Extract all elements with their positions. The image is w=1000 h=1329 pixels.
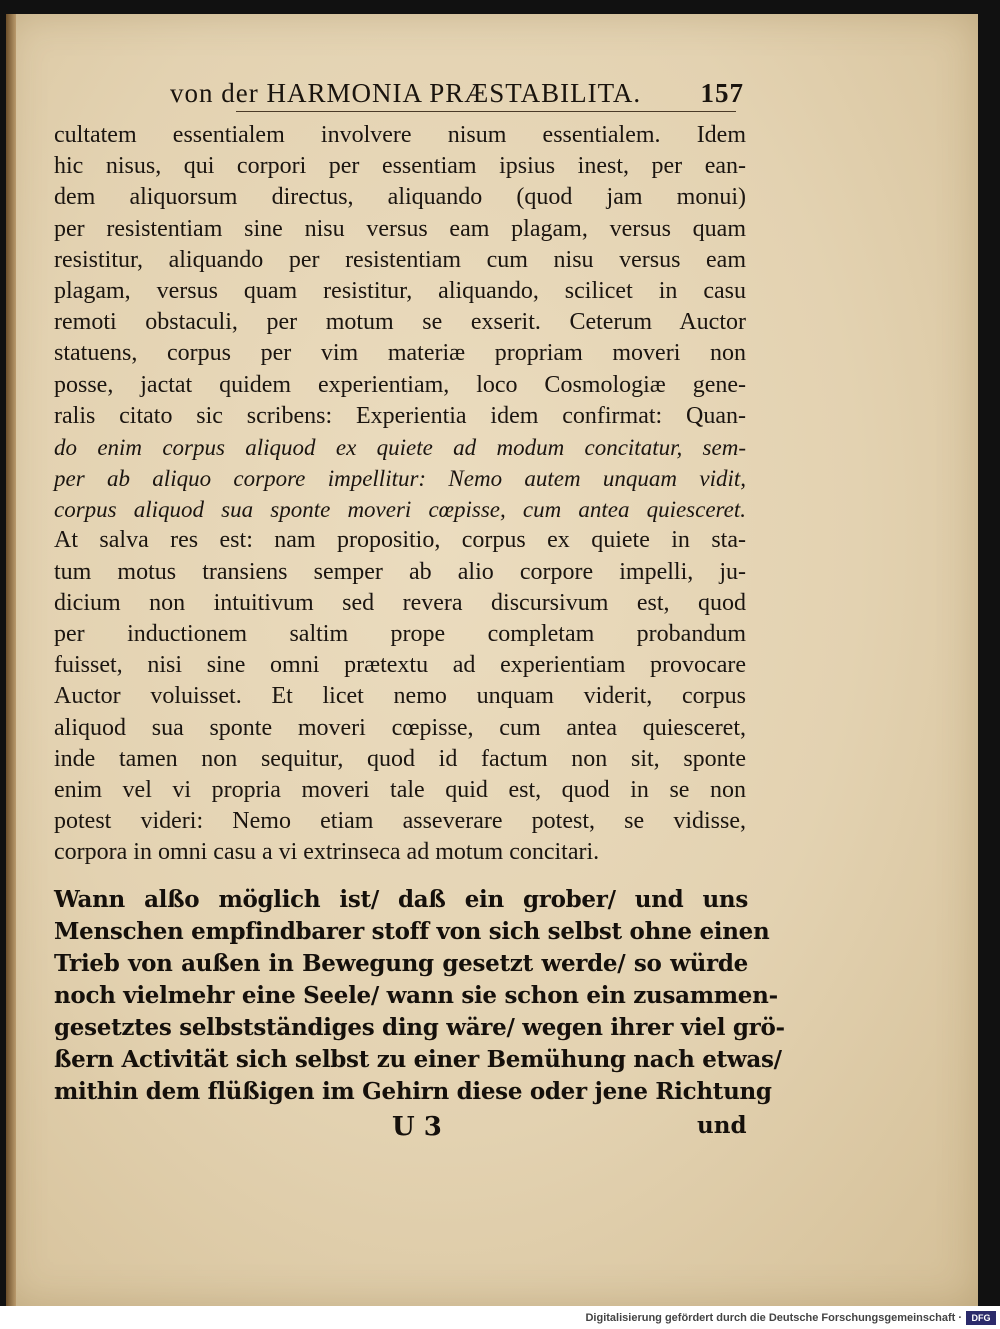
catchword: und	[697, 1112, 747, 1139]
german-line: ßern Activität sich selbst zu einer Bemühung nach etwas/	[54, 1046, 782, 1073]
latin-line: dem aliquorsum directus, aliquando (quod jam monui)	[54, 184, 746, 211]
latin-line: aliquod sua sponte moveri cœpisse, cum antea quiesceret,	[54, 714, 746, 741]
german-line: Wann alßo möglich ist/ daß ein grober/ und uns	[54, 886, 748, 913]
dfg-logo: DFG	[966, 1311, 996, 1325]
latin-line-italic: do enim corpus aliquod ex quiete ad modum concitatur, sem-	[54, 434, 746, 460]
latin-line: per resistentiam sine nisu versus eam plagam, versus quam	[54, 215, 746, 242]
latin-text-block	[54, 120, 746, 869]
footer-credit: Digitalisierung gefördert durch die Deutsche Forschungsgemeinschaft ·	[585, 1312, 962, 1324]
signature-mark: U 3	[392, 1112, 442, 1142]
latin-line: Auctor voluisset. Et licet nemo unquam viderit, corpus	[54, 683, 746, 710]
latin-line: resistitur, aliquando per resistentiam cum nisu versus eam	[54, 246, 746, 273]
latin-line: inde tamen non sequitur, quod id factum non sit, sponte	[54, 745, 746, 772]
latin-line-italic: corpus aliquod sua sponte moveri cœpisse, cum antea quiesceret.	[54, 497, 746, 523]
header-rule	[236, 111, 736, 112]
german-line: Menschen empfindbarer stoff von sich selbst ohne einen	[54, 918, 770, 945]
page-gutter	[6, 14, 16, 1306]
latin-line: hic nisus, qui corpori per essentiam ipsius inest, per ean-	[54, 153, 746, 180]
latin-line: fuisset, nisi sine omni prætextu ad experientiam provocare	[54, 652, 746, 679]
german-line: gesetztes selbstständiges ding wäre/ wegen ihrer viel grö-	[54, 1014, 785, 1041]
latin-line: remoti obstaculi, per motum se exserit. Ceterum Auctor	[54, 309, 746, 336]
running-title: von der HARMONIA PRÆSTABILITA.	[170, 78, 642, 108]
latin-line: statuens, corpus per vim materiæ propriam moveri non	[54, 340, 746, 367]
latin-line-italic: per ab aliquo corpore impellitur: Nemo autem unquam vidit,	[54, 466, 746, 492]
latin-line: potest videri: Nemo etiam asseverare potest, se vidisse,	[54, 808, 746, 835]
latin-line: cultatem essentialem involvere nisum essentialem. Idem	[54, 122, 746, 148]
page-number: 157	[700, 78, 744, 108]
latin-line: ralis citato sic scribens: Experientia idem confirmat: Quan-	[54, 402, 746, 429]
latin-line: dicium non intuitivum sed revera discursivum est, quod	[54, 589, 746, 616]
german-line: Trieb von außen in Bewegung gesetzt werde/ so würde	[54, 950, 748, 977]
latin-line: corpora in omni casu a vi extrinseca ad motum concitari.	[54, 839, 600, 866]
latin-line: posse, jactat quidem experientiam, loco Cosmologiæ gene-	[54, 371, 746, 398]
latin-line: plagam, versus quam resistitur, aliquando, scilicet in casu	[54, 277, 746, 304]
german-line: mithin dem flüßigen im Gehirn diese oder jene Richtung	[54, 1078, 772, 1105]
latin-line: per inductionem saltim prope completam probandum	[54, 621, 746, 647]
latin-line: enim vel vi propria moveri tale quid est, quod in se non	[54, 776, 746, 803]
german-line: noch vielmehr eine Seele/ wann sie schon ein zusammen-	[54, 982, 778, 1009]
german-text-block	[54, 884, 785, 1108]
latin-line: tum motus transiens semper ab alio corpore impelli, ju-	[54, 558, 746, 585]
latin-line: At salva res est: nam propositio, corpus ex quiete in sta-	[54, 527, 746, 554]
running-header	[170, 78, 744, 112]
